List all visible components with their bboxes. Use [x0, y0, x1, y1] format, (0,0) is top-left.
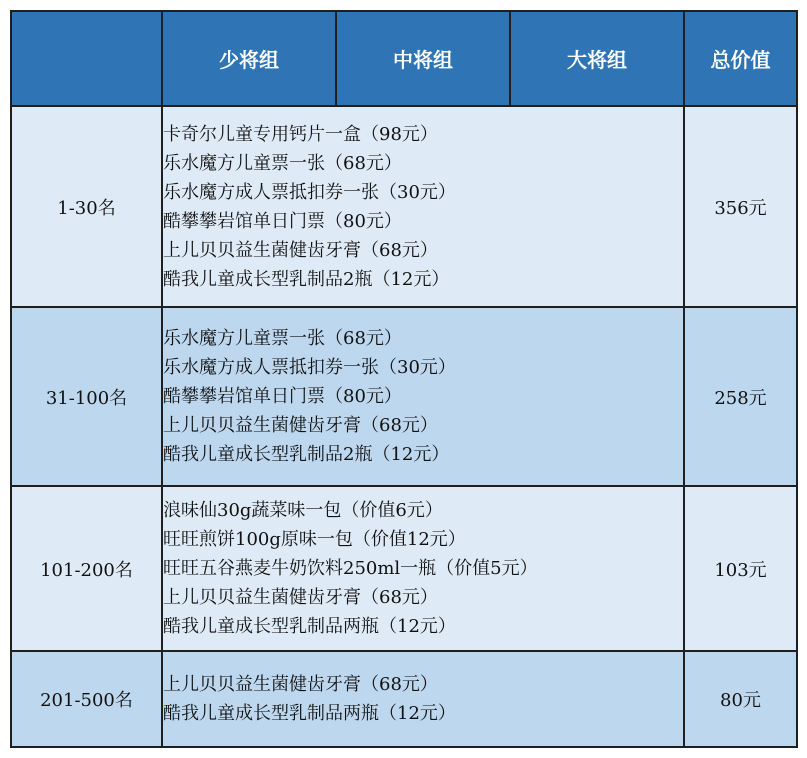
header-mid-group: 中将组	[336, 11, 510, 106]
list-item: 浪味仙30g蔬菜味一包（价值6元）	[163, 500, 443, 521]
list-item: 上儿贝贝益生菌健齿牙膏（68元）	[163, 415, 438, 436]
table-row	[11, 307, 797, 486]
list-item: 酷我儿童成长型乳制品2瓶（12元）	[163, 444, 450, 465]
header-total-value: 总价值	[684, 11, 797, 106]
table-header	[11, 11, 797, 106]
list-item: 乐水魔方儿童票一张（68元）	[163, 328, 402, 349]
header-small-group: 少将组	[162, 11, 336, 106]
prize-list	[162, 651, 684, 747]
list-item: 酷攀攀岩馆单日门票（80元）	[163, 386, 402, 407]
list-item: 酷我儿童成长型乳制品两瓶（12元）	[163, 616, 456, 637]
list-item: 上儿贝贝益生菌健齿牙膏（68元）	[163, 674, 438, 695]
list-item: 酷我儿童成长型乳制品2瓶（12元）	[163, 268, 450, 290]
rank-cell: 101-200名	[11, 486, 162, 651]
prize-list	[162, 486, 684, 651]
list-item: 乐水魔方成人票抵扣券一张（30元）	[163, 181, 456, 203]
list-item: 旺旺煎饼100g原味一包（价值12元）	[163, 529, 466, 550]
list-item: 乐水魔方成人票抵扣券一张（30元）	[163, 357, 456, 378]
prize-list	[162, 106, 684, 307]
table-row	[11, 106, 797, 307]
header-rank-cell	[11, 11, 162, 106]
table-row	[11, 651, 797, 747]
list-item: 乐水魔方儿童票一张（68元）	[163, 152, 402, 174]
list-item: 上儿贝贝益生菌健齿牙膏（68元）	[163, 239, 438, 261]
header-large-group: 大将组	[510, 11, 684, 106]
list-item: 上儿贝贝益生菌健齿牙膏（68元）	[163, 587, 438, 608]
total-value-cell: 356元	[684, 106, 797, 307]
rank-cell: 1-30名	[11, 106, 162, 307]
rank-cell: 201-500名	[11, 651, 162, 747]
total-value-cell: 258元	[684, 307, 797, 486]
prize-table	[10, 10, 798, 748]
prize-list	[162, 307, 684, 486]
rank-cell: 31-100名	[11, 307, 162, 486]
total-value-cell: 103元	[684, 486, 797, 651]
list-item: 酷我儿童成长型乳制品两瓶（12元）	[163, 703, 456, 724]
total-value-cell: 80元	[684, 651, 797, 747]
list-item: 酷攀攀岩馆单日门票（80元）	[163, 210, 402, 232]
list-item: 卡奇尔儿童专用钙片一盒（98元）	[163, 123, 438, 145]
list-item: 旺旺五谷燕麦牛奶饮料250ml一瓶（价值5元）	[163, 558, 538, 579]
table-row	[11, 486, 797, 651]
